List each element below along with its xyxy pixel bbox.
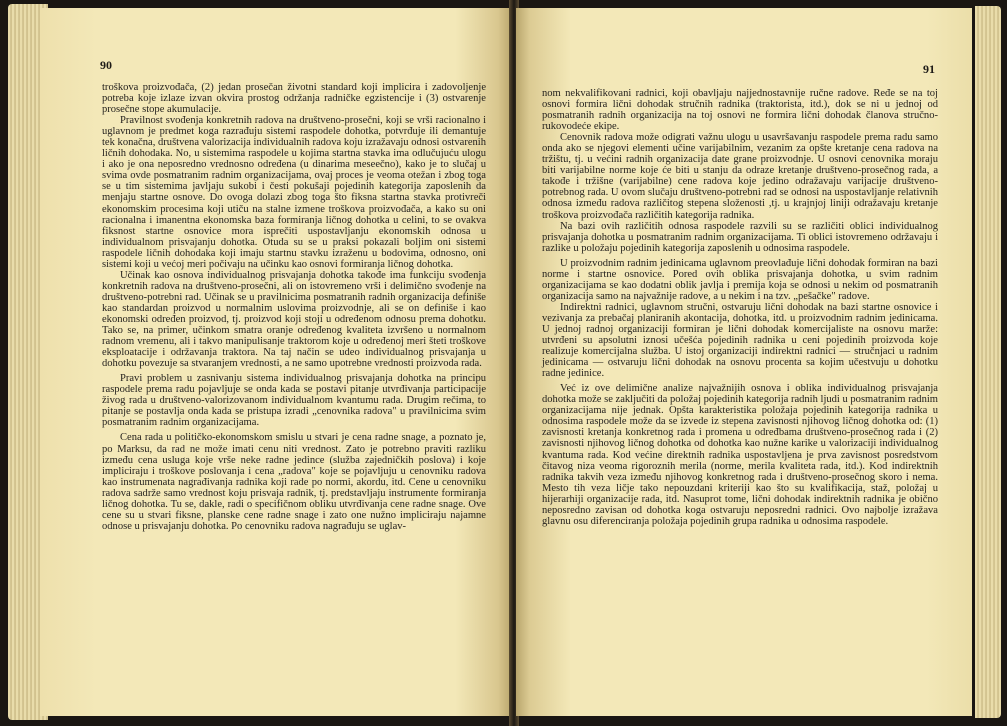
paragraph: Cenovnik radova može odigrati važnu ulogu u usavršavanju raspodele prema radu samo onda ako se njegovi elementi učine varijabilnim, vezanim za opšte kretanje cena radova na tržištu, tj. u većini radnih organizacija date grane proizvodnje. U osnovi cenovnika moraju biti varijabilne norme koje će biti u stanju da odraze kretanje društveno-prosečnog rada, a takođe i tržišne (varijabilne) cene radova koje jedino odražavaju varijacije društveno-potrebnog rada. U ovom slučaju društveno-potrebni rad se odnosi na uspostavljanje relativnih odnosa između radova različitog stepena složenosti ,tj. u krajnjoj liniji odražavaju kretanje troškova proizvođača različitih kategorija radnika.: [542, 132, 938, 221]
right-page-number: 91: [923, 62, 935, 76]
paragraph: U proizvodnim radnim jedinicama uglavnom preovlađuje lični dohodak formiran na bazi norme i startne osnovice. Pored ovih oblika prisvajanja dohotka, u svim radnim organizacijama se kao dodatni oblik javlja i premija koja se odnosi u nekim od posmatranih organizacija samo na najvažnije radove, a u nekim i na tzv. „pešačke" radove.: [542, 257, 938, 302]
paragraph: troškova proizvođača, (2) jedan prosečan životni standard koji implicira i zadovoljenje potreba koje izlaze izvan okvira prostog održanja radničke egzistencije i (3) ostvarenje prosečne stope akumulacije.: [102, 82, 486, 116]
paragraph: Pravilnost svođenja konkretnih radova na društveno-prosečni, koji se vrši racionalno i uglavnom je predmet koga razrađuju sistemi raspodele dohotka, potvrđuje ili demantuje tek konačna, društvena valorizacija individualnih radova koju izražavaju odnosi ostvarenih ličnih dohodaka. No, u sistemima raspodele u kojima startna stavka ima odlučujuću ulogu i ako je ona neposredno vrednosno određena (u dinarima meseečno), kako je to slučaj u svima ovde posmatranim radnim organizacijama, ovaj proces je veoma otežan i zbog toga se u tim sistemima javljaju sukobi i česti pokušaji pojedinih kategorija zaposlenih da menjaju startne osnove. Do ovoga dolazi zbog toga što fiksna startna stavka protivreči ekonomskim procesima koji utiču na stalne izmene troškova proizvođača, a kako su oni racionalna i imanentna ekonomska baza formiranja ličnog dohotka u celini, to se ovakva fiksnost startne osnovice mora isprečiti uspostavljanju ekonomskih odnosa u individualnom prisvajanju dohotka. Otuda su se u praksi pokazali boljim oni sistemi raspodele ličnih dohodaka koji imaju startnu stavku izraženu u bodovima, odnosno, oni sistemi koji u većoj meri počivaju na učinku kao osnovi formiranja ličnog dohotka.: [102, 115, 486, 270]
right-page-body: [542, 88, 938, 527]
paragraph: Pravi problem u zasnivanju sistema individualnog prisvajanja dohotka na principu raspodele prema radu pojavljuje se onda kada se postavi pitanje utvrđivanja participacije živog rada u društveno-valorizovanom individualnom kvantumu rada. Drugim rečima, to pitanje se postavlja onda kada se pristupa izradi „cenovnika radova" u pravilnicima svim posmatranim radnim organizacijama.: [102, 373, 486, 429]
paragraph: Već iz ove delimične analize najvažnijih osnova i oblika individualnog prisvajanja dohotka može se zaključiti da položaj pojedinih kategorija radnih ljudi u posmatranim radnim organizacijama nije jednak. Opšta karakteristika položaja pojedinih kategorija radnika u odnosima raspodele može da se izvede iz stepena zavisnosti njihovog ličnog dohotka od: (1) zavisnosti kretanja konkretnog rada i promena u određbama društveno-prosečnog rada i (2) zavisnosti njihovog ličnog dohotka od dohotka kao nužne karike u valorizaciji individualnog kvantuma rada. Kod većine direktnih radnika uspostavljena je prva zavisnost posredstvom čitavog niza veoma rigoroznih merila (norme, merila kvaliteta rada, itd.). Kod indirektnih radnika takvih veza između njihovog konkretnog rada i društveno-prosečnog skoro i nema. Mesto tih veza ličje tako nepouzdani kriteriji kao što su kvalifikacija, staž, položaj u hijerarhiji organizacije rada, itd. Nasuprot tome, lični dohodak indirektnih radnika je obično neposredno zavisan od dohotka koga ostvaruju neposredni radnici. Ovo najbolje izražava glavnu osu diferenciranja položaja pojedinih grupa radnika u odnosima raspodele.: [542, 383, 938, 527]
paragraph: Učinak kao osnova individualnog prisvajanja dohotka takođe ima funkciju svođenja konkretnih radova na društveno-prosečni, ali on istovremeno vrši i delimično svođenje na društveno-potrebni rad. Učinak se u pravilnicima posmatranih radnih organizacija definiše kao standardan proizvod u normalnim uslovima proizvodnje, ali se on definiše i kao ekonomski određen proizvod, tj. proizvod koji stoji u određenom odnosu prema dohotku. Tako se, na primer, učinkom smatra oranje određenog kvaliteta izvršeno u normalnom radnom vremenu, ali i takvo manipulisanje traktorom koje u određenoj meri šteti troškove eksploatacije i održavanja traktora. Na taj način se udeo individualnog prisvajanja u dohotku povezuje sa stvaranjem vrednosti, a ne samo upotrebne vrednosti proizvoda rada.: [102, 269, 486, 370]
paragraph: Indirektni radnici, uglavnom stručni, ostvaruju lični dohodak na bazi startne osnovice i vezivanja za prebačaj planiranih akontacija, dohotka, itd. u proizvodnim radnim jedinicama. U jednoj radnoj organizaciji formiran je lični dohodak komercijaliste na osnovu marže: utvrđeni su apsolutni iznosi učešća pojedinih radnika u ceni pojedinih proizvoda koje realizuje komercijalna služba. U istoj organizaciji indirektni radnici — stručnjaci u radnim jedinicama — ostvaruju lični dohodak na osnovu procenta sa kojim učestvuju u dohotku radne jedinice.: [542, 301, 938, 380]
left-page-body: [102, 82, 486, 532]
right-page-edges: [975, 6, 1001, 718]
right-page: [516, 8, 972, 716]
left-page: [40, 8, 512, 716]
paragraph: nom nekvalifikovani radnici, koji obavljaju najjednostavnije ručne radove. Ređe se na toj osnovi formira lični dohodak stručnih radnika (traktorista, itd.), dok se ni u jednoj od posmatranih radnih organizacija na toj osnovi ne formira lični dohodak članova stručno-rukovodeće ekipe.: [542, 88, 938, 133]
paragraph: Na bazi ovih različitih odnosa raspodele razvili su se različiti oblici individualnog prisvajanja dohotka u posmatranim radnim organizacijama. Ti oblici istovremeno održavaju i razlike u položaju pojedinih kategorija zaposlenih u odnosima raspodele.: [542, 220, 938, 254]
left-page-number: 90: [100, 58, 112, 72]
paragraph: Cena rada u političko-ekonomskom smislu u stvari je cena radne snage, a poznato je, po Marksu, da rad ne može imati cenu niti vrednost. Zato je potrebno praviti razliku između cena usluga koje vrše neke radne jedince (služba zajedničkih poslova) i koje impliciraju i troškove poslovanja i cena „radova" koje se pojavljuju u cenovniku radova kao instrumenata nagrađivanja radnika koji rade po normi, akordu, itd. Cene u cenovniku radova sadrže samo vrednost koju prisvaja radnik, tj. predstavljaju instrumente formiranja ličnog dohotka. Tu se, dakle, radi o specifičnom obliku utvrđivanja cene radne snage. Ove cene su u stvari fiksne, planske cene radne snage i zato one nužno impliciraju najamne odnose u prisvajanju dohotka. Po cenovniku radova nagrađuju se uglav-: [102, 432, 486, 532]
